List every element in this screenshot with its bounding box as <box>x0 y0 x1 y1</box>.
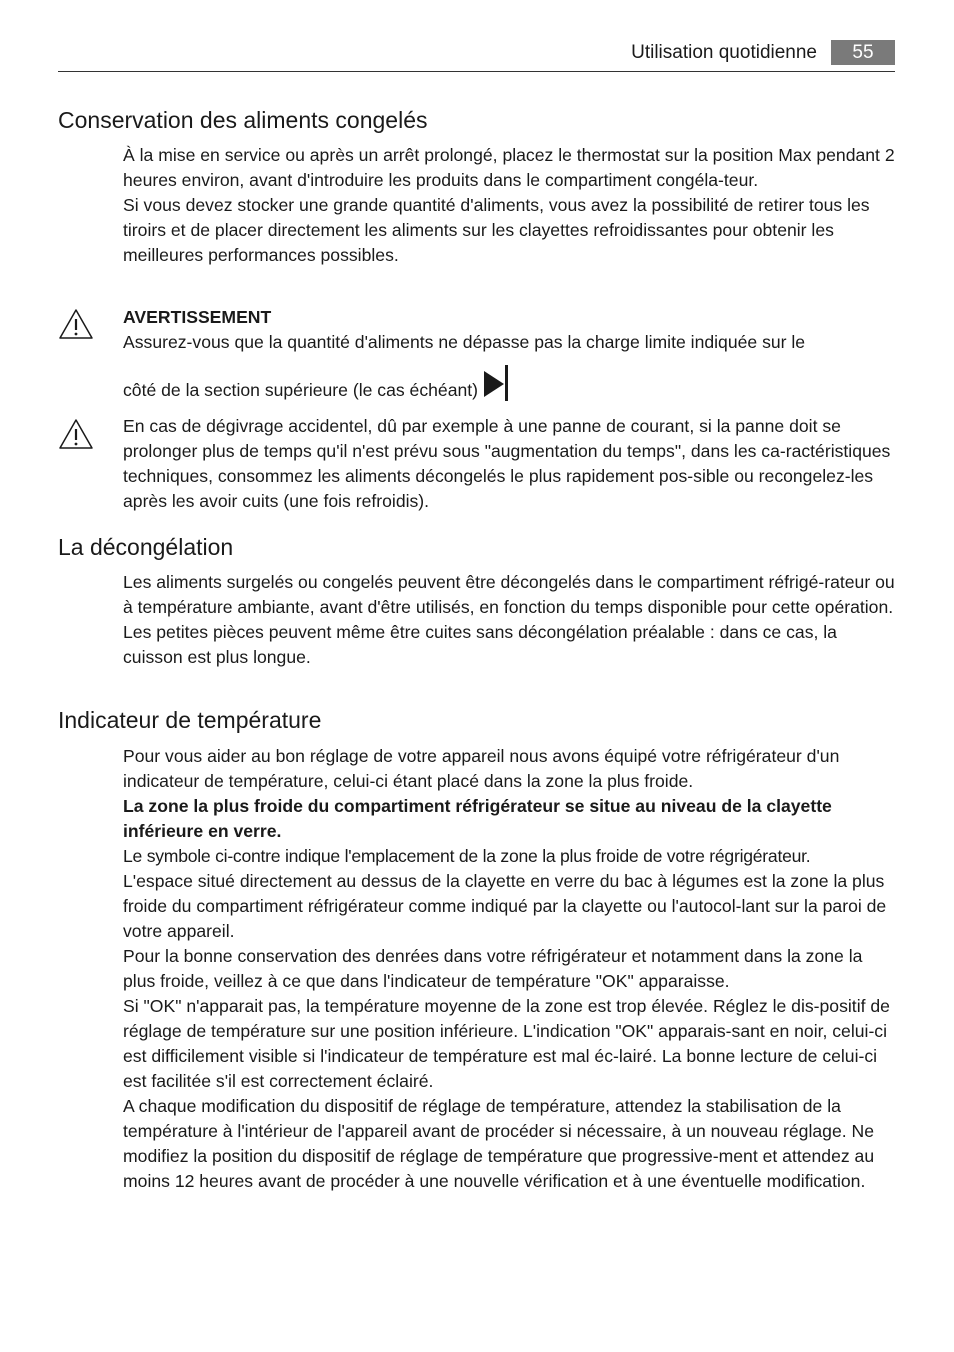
section-body-frozen-food <box>123 143 896 268</box>
warning-block-load-limit <box>123 305 896 403</box>
paragraph: L'espace situé directement au dessus de la clayette en verre du bac à légumes est la zone la plus froide du compartiment réfrigérateur comme indiqué par la clayette ou l'autocol-lant sur la paroi de votre appareil. <box>123 871 887 941</box>
section-title-defrosting: La décongélation <box>58 534 234 560</box>
page-number: 55 <box>831 40 895 65</box>
paragraph: Les petites pièces peuvent même être cuites sans décongélation préalable : dans ce cas, la cuisson est plus longue. <box>123 622 837 667</box>
page-header <box>58 40 895 72</box>
paragraph: Pour la bonne conservation des denrées dans votre réfrigérateur et notamment dans la zone la plus froide, veillez à ce que dans l'indicateur de température "OK" apparaisse. <box>123 946 863 991</box>
paragraph: A chaque modification du dispositif de réglage de température, attendez la stabilisation de la température à l'intérieur de l'appareil avant de procéder si nécessaire, à un nouveau réglage. Ne modifiez la position du dispositif de réglage de température que progressive-ment et attendez au moins 12 heures avant de procéder à une nouvelle vérification et à une éventuelle modification. <box>123 1096 875 1191</box>
paragraph: Si "OK" n'apparait pas, la température moyenne de la zone est trop élevée. Réglez le dis-positif de réglage de température sur une position inférieure. L'indication "OK" apparais-sant en noir, celui-ci est difficilement visible si l'indicateur de température est mal éc-lairé. La bonne lecture de celui-ci est facilitée s'il est correctement éclairé. <box>123 996 890 1091</box>
warning-triangle-icon <box>58 418 94 450</box>
paragraph: Pour vous aider au bon réglage de votre appareil nous avons équipé votre réfrigérateur d'un indicateur de température, celui-ci étant placé dans la zone la plus froide. <box>123 746 840 791</box>
paragraph: Si vous devez stocker une grande quantité d'aliments, vous avez la possibilité de retirer tous les tiroirs et de placer directement les aliments sur les clayettes refroidissantes pour obtenir les meilleures performances possibles. <box>123 195 870 265</box>
warning-text: côté de la section supérieure (le cas échéant) <box>123 380 479 400</box>
warning-block-defrost <box>123 414 896 514</box>
warning-text-line: Assurez-vous que la quantité d'aliments ne dépasse pas la charge limite indiquée sur le <box>123 332 806 352</box>
section-title-frozen-food: Conservation des aliments congelés <box>58 107 428 133</box>
load-limit-symbol-icon <box>482 365 510 401</box>
paragraph-bold: La zone la plus froide du compartiment réfrigérateur se situe au niveau de la clayette inférieure en verre. <box>123 796 832 841</box>
warning-triangle-icon <box>58 308 94 340</box>
section-title-temperature-indicator: Indicateur de température <box>58 707 322 733</box>
paragraph: À la mise en service ou après un arrêt prolongé, placez le thermostat sur la position Max pendant 2 heures environ, avant d'introduire les produits dans le compartiment congéla-teur. <box>123 145 895 190</box>
warning-heading: AVERTISSEMENT <box>123 307 272 327</box>
paragraph: Les aliments surgelés ou congelés peuvent être décongelés dans le compartiment réfrigé-rateur ou à température ambiante, avant d'être utilisés, en fonction du temps disponible pour cette opération. <box>123 572 895 617</box>
paragraph: Le symbole ci-contre indique l'emplacement de la zone la plus froide de votre régrigérateur. <box>123 846 811 866</box>
warning-text-line-with-symbol <box>123 365 896 403</box>
section-body-defrosting <box>123 570 896 670</box>
section-body-temperature-indicator <box>123 744 896 1194</box>
running-header-title: Utilisation quotidienne <box>631 42 817 63</box>
warning-text: En cas de dégivrage accidentel, dû par exemple à une panne de courant, si la panne doit se prolonger plus de temps qu'il n'est prévu sous "augmentation du temps", dans les ca-ractéristiques techniques, consommez les aliments décongelés le plus rapidement pos-sible ou recongelez-les après les avoir cuits (une fois refroidis). <box>123 416 891 511</box>
